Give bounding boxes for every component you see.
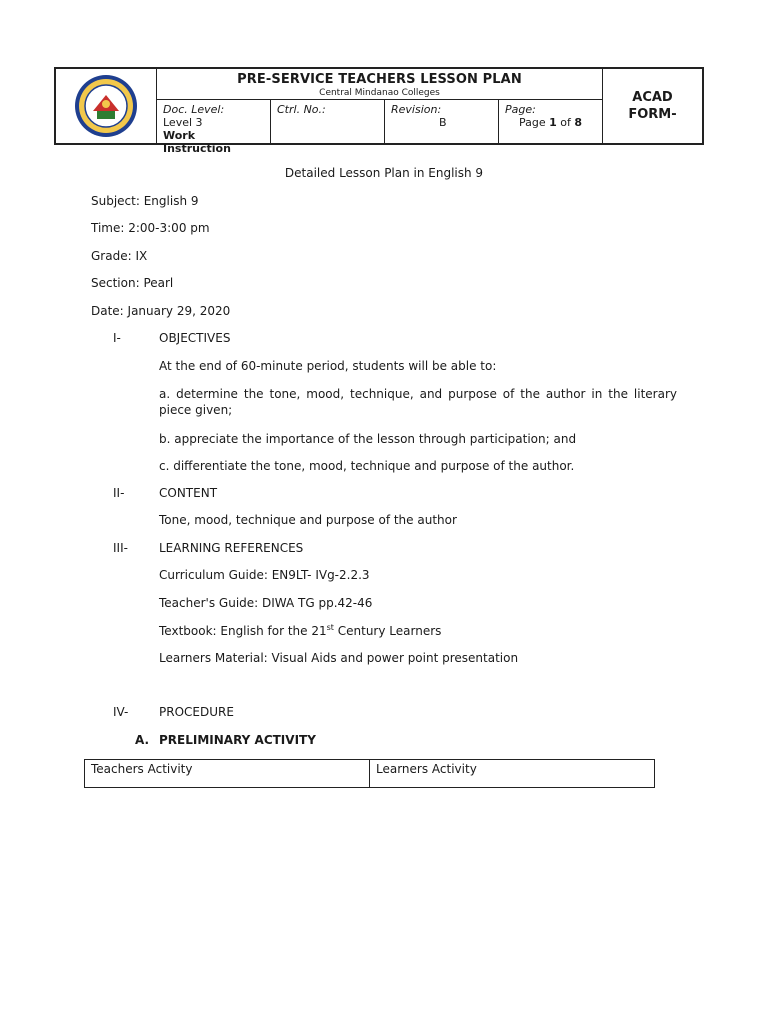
doc-level-label: Doc. Level: <box>163 103 225 116</box>
form-code-line1: ACAD <box>632 90 673 105</box>
page-total: 8 <box>574 116 583 129</box>
page-current: 1 <box>549 116 557 129</box>
page-of: of <box>560 116 571 129</box>
learners-activity-header: Learners Activity <box>370 760 655 788</box>
document-heading: Detailed Lesson Plan in English 9 <box>284 166 484 180</box>
section-line: Section: Pearl <box>91 276 174 290</box>
revision-cell <box>385 100 499 143</box>
doc-level-cell <box>157 100 271 155</box>
objective-item: c. differentiate the tone, mood, technique and purpose of the author. <box>159 459 575 473</box>
revision-value: B <box>439 116 447 129</box>
activity-table <box>84 759 655 788</box>
subsection-title: PRELIMINARY ACTIVITY <box>159 733 316 747</box>
procedure-numeral: IV- <box>113 705 129 719</box>
lesson-plan-title: PRE-SERVICE TEACHERS LESSON PLAN <box>237 72 522 87</box>
ctrl-no-cell <box>271 100 385 143</box>
grade-line: Grade: IX <box>91 249 148 263</box>
objective-item: a. determine the tone, mood, technique, and purpose of the author in the literary piece given; <box>159 387 677 417</box>
textbook-text: Textbook: English for the 21 <box>159 624 327 638</box>
objectives-intro: At the end of 60-minute period, students will be able to: <box>159 359 497 373</box>
revision-label: Revision: <box>391 103 442 116</box>
college-seal-logo <box>73 73 139 139</box>
document-header <box>54 67 704 155</box>
doc-type: Work Instruction <box>163 129 231 155</box>
institution-name: Central Mindanao Colleges <box>319 88 440 98</box>
subsection-letter: A. <box>135 733 150 747</box>
doc-level-value: Level 3 <box>163 116 203 129</box>
header-middle <box>157 69 602 155</box>
objectives-title: OBJECTIVES <box>159 331 231 345</box>
table-row <box>85 760 655 788</box>
page-label: Page: <box>505 103 536 116</box>
page-cell <box>499 100 602 143</box>
references-numeral: III- <box>113 541 128 555</box>
teachers-guide: Teacher's Guide: DIWA TG pp.42-46 <box>159 596 373 610</box>
textbook-line <box>159 623 441 638</box>
form-code-cell <box>602 69 702 143</box>
page-indicator <box>505 116 596 129</box>
date-line: Date: January 29, 2020 <box>91 304 231 318</box>
content-title: CONTENT <box>159 486 218 500</box>
time-line: Time: 2:00-3:00 pm <box>91 221 210 235</box>
objectives-numeral: I- <box>113 331 121 345</box>
logo-cell <box>56 69 157 143</box>
textbook-superscript: st <box>326 623 334 632</box>
content-text: Tone, mood, technique and purpose of the author <box>159 513 457 527</box>
header-title-row <box>157 69 602 100</box>
content-numeral: II- <box>113 486 125 500</box>
subject-line: Subject: English 9 <box>91 194 199 208</box>
procedure-title: PROCEDURE <box>159 705 234 719</box>
ctrl-no-label: Ctrl. No.: <box>277 103 326 116</box>
learners-material: Learners Material: Visual Aids and power point presentation <box>159 651 519 665</box>
references-title: LEARNING REFERENCES <box>159 541 304 555</box>
textbook-text-end: Century Learners <box>333 624 442 638</box>
form-code-line2: FORM- <box>628 107 677 122</box>
objective-item: b. appreciate the importance of the lesson through participation; and <box>159 432 577 446</box>
curriculum-guide: Curriculum Guide: EN9LT- IVg-2.2.3 <box>159 568 370 582</box>
page-prefix: Page <box>519 116 546 129</box>
teachers-activity-header: Teachers Activity <box>85 760 370 788</box>
